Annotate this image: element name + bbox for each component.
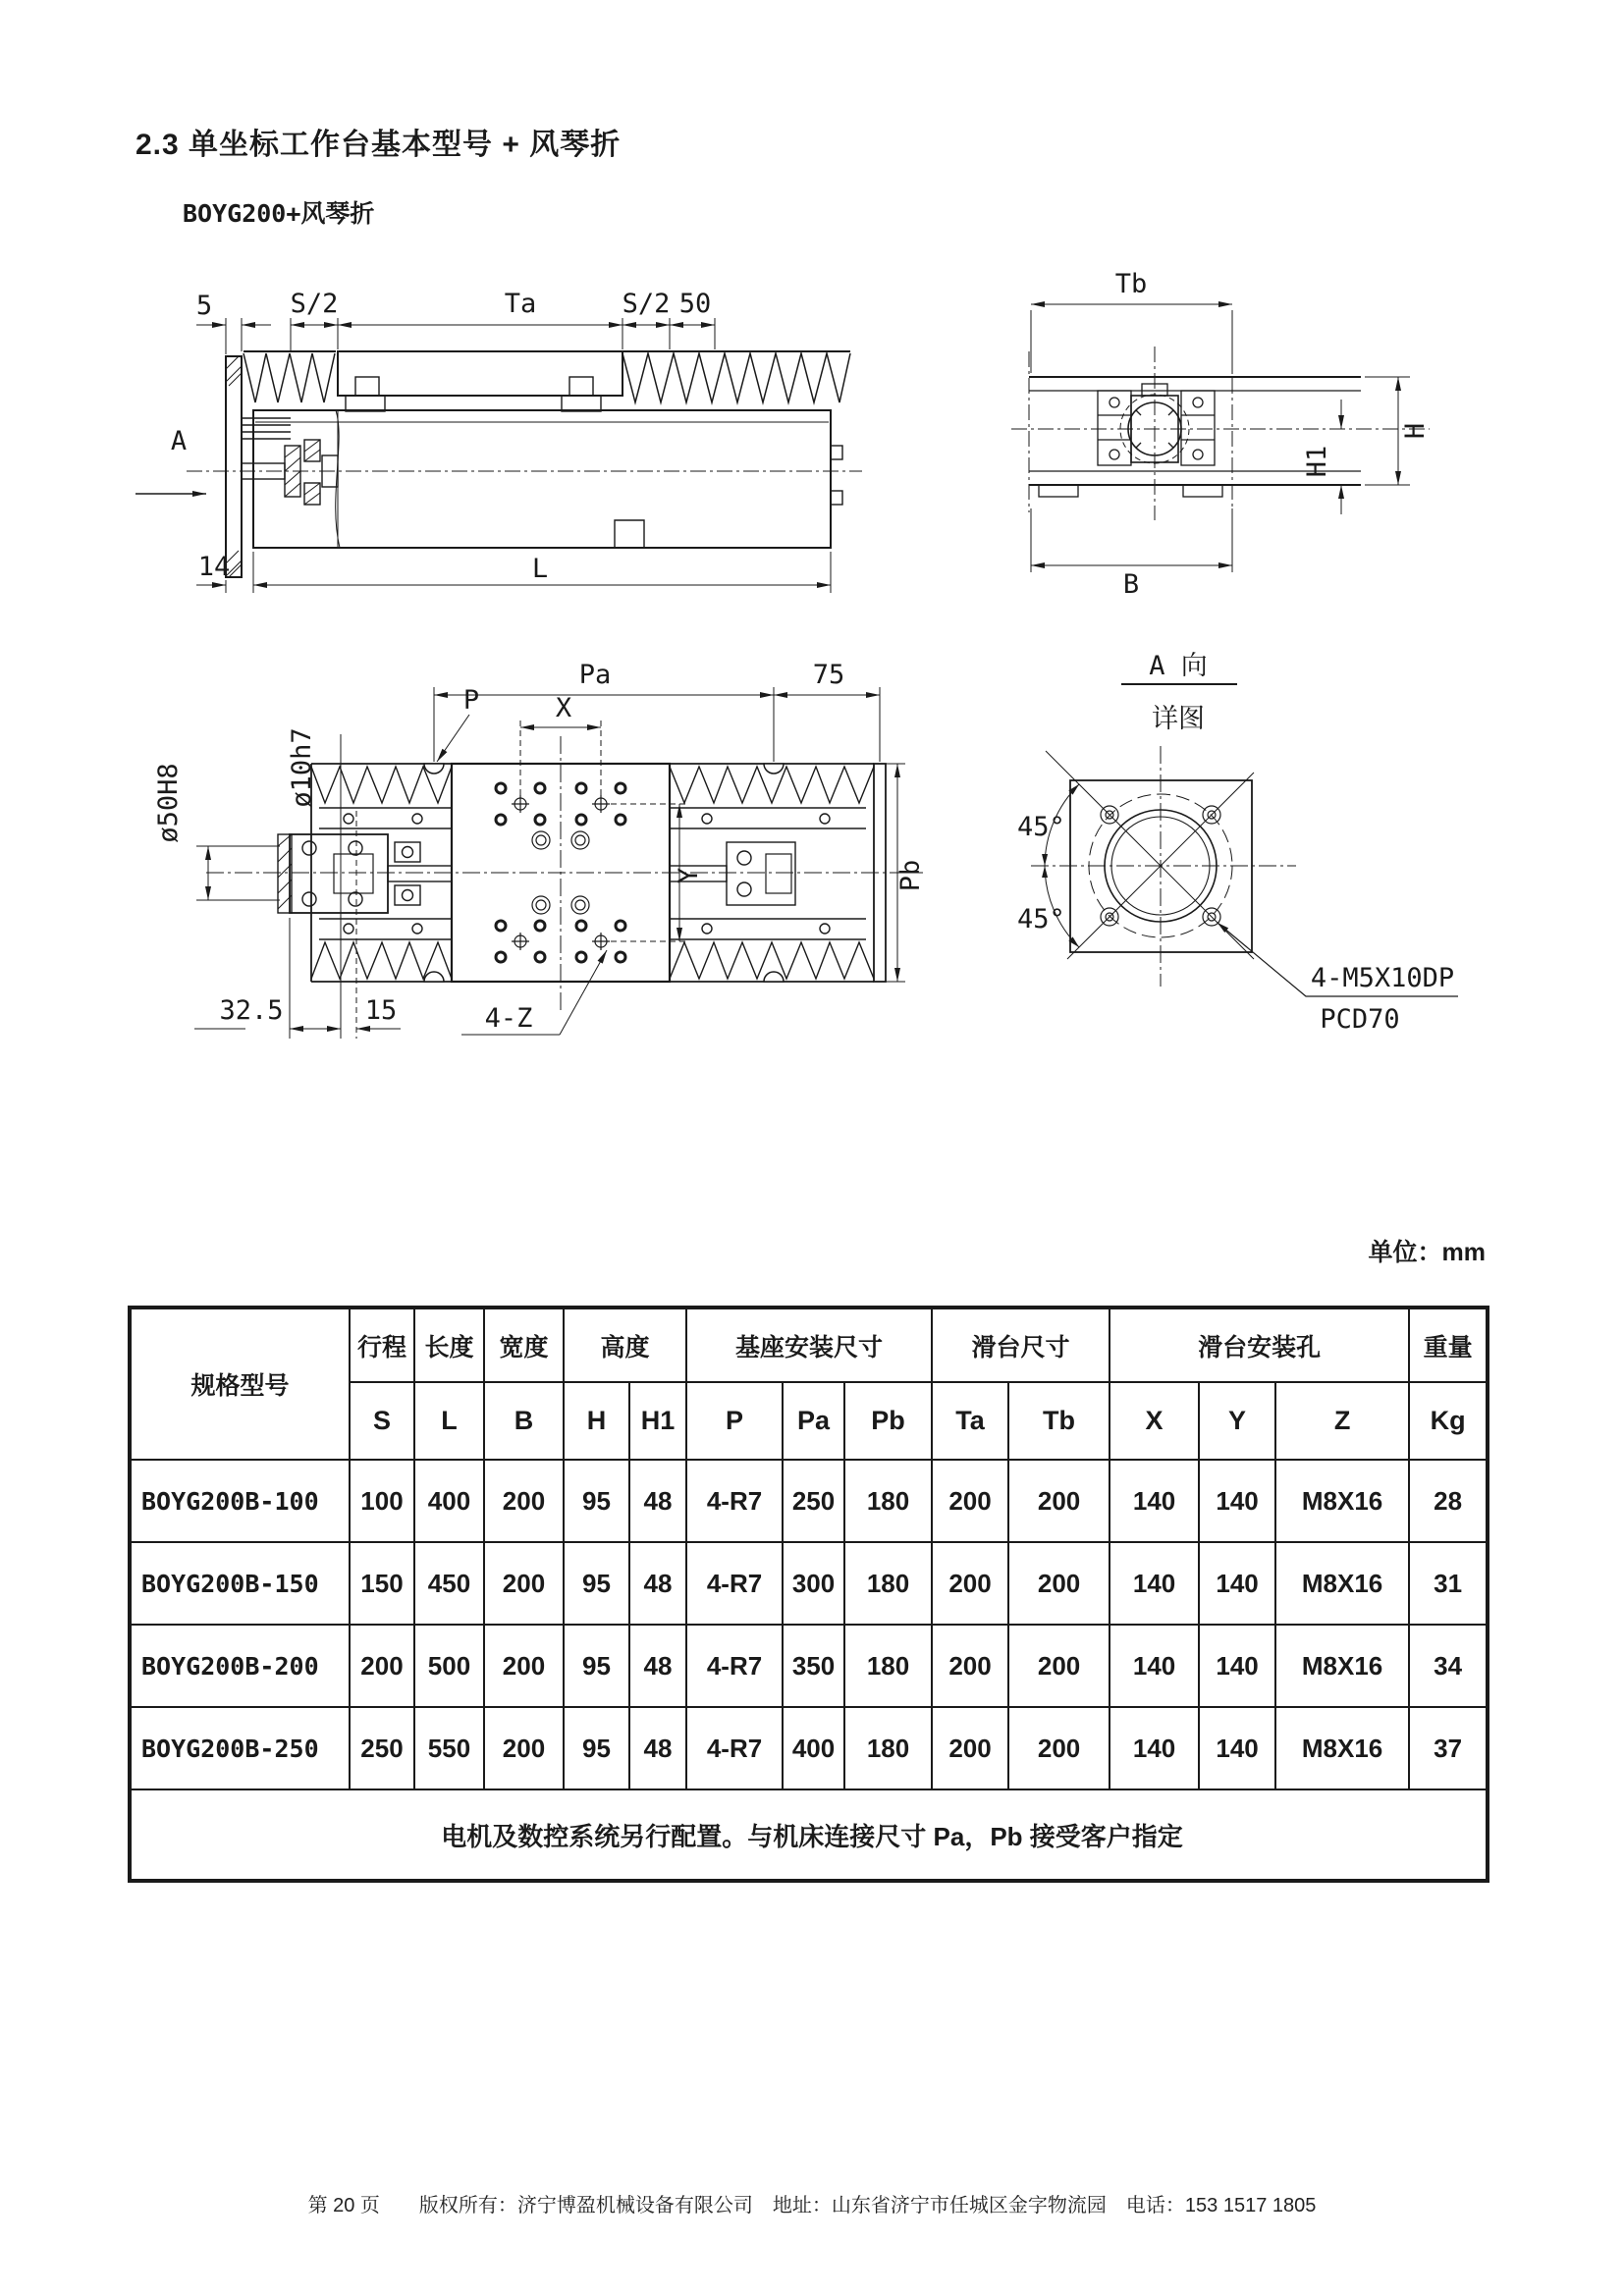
spec-table bbox=[128, 1306, 1489, 1883]
col-group-stroke: 行程 bbox=[350, 1308, 414, 1382]
dim-h1-label: H1 bbox=[1302, 445, 1332, 478]
col-group-weight: 重量 bbox=[1409, 1308, 1488, 1382]
table-note: 电机及数控系统另行配置。与机床连接尺寸 Pa，Pb 接受客户指定 bbox=[130, 1789, 1488, 1881]
col-header-s: S bbox=[350, 1382, 414, 1460]
dim-l-label: L bbox=[531, 554, 549, 584]
value-cell: 140 bbox=[1110, 1707, 1199, 1789]
page-title: 2.3 单坐标工作台基本型号 + 风琴折 bbox=[135, 129, 622, 161]
value-cell: 140 bbox=[1110, 1460, 1199, 1542]
col-header-h1: H1 bbox=[629, 1382, 686, 1460]
value-cell: 200 bbox=[932, 1460, 1008, 1542]
value-cell: 400 bbox=[783, 1707, 844, 1789]
value-cell: 180 bbox=[844, 1542, 932, 1625]
table-note-row bbox=[130, 1789, 1488, 1881]
value-cell: M8X16 bbox=[1275, 1707, 1409, 1789]
value-cell: 48 bbox=[629, 1460, 686, 1542]
value-cell: 450 bbox=[414, 1542, 484, 1625]
end-view-drawing bbox=[982, 253, 1453, 607]
dim-s2-right-label: S/2 bbox=[622, 289, 671, 319]
value-cell: 28 bbox=[1409, 1460, 1488, 1542]
callout-thread-label: 4-M5X10DP bbox=[1310, 963, 1455, 993]
value-cell: 200 bbox=[484, 1707, 564, 1789]
value-cell: 31 bbox=[1409, 1542, 1488, 1625]
value-cell: 200 bbox=[932, 1542, 1008, 1625]
dim-4z-label: 4-Z bbox=[484, 1003, 533, 1034]
top-view-drawing bbox=[137, 618, 972, 1070]
col-group-height: 高度 bbox=[564, 1308, 686, 1382]
value-cell: 200 bbox=[350, 1625, 414, 1707]
col-header-h: H bbox=[564, 1382, 629, 1460]
value-cell: M8X16 bbox=[1275, 1542, 1409, 1625]
col-group-slide-size: 滑台尺寸 bbox=[932, 1308, 1110, 1382]
value-cell: 180 bbox=[844, 1625, 932, 1707]
col-header-ta: Ta bbox=[932, 1382, 1008, 1460]
table-row bbox=[130, 1542, 1488, 1625]
value-cell: 180 bbox=[844, 1707, 932, 1789]
value-cell: 95 bbox=[564, 1460, 629, 1542]
value-cell: 300 bbox=[783, 1542, 844, 1625]
value-cell: 150 bbox=[350, 1542, 414, 1625]
col-header-tb: Tb bbox=[1008, 1382, 1110, 1460]
dim-325-label: 32.5 bbox=[219, 995, 284, 1026]
value-cell: 140 bbox=[1199, 1542, 1275, 1625]
value-cell: 95 bbox=[564, 1625, 629, 1707]
dim-p-label: P bbox=[462, 685, 480, 716]
value-cell: 4-R7 bbox=[686, 1460, 783, 1542]
value-cell: 140 bbox=[1110, 1625, 1199, 1707]
detail-title-line2: 详图 bbox=[1152, 704, 1205, 734]
value-cell: 140 bbox=[1199, 1460, 1275, 1542]
dim-ta-label: Ta bbox=[504, 289, 537, 319]
angle-45-bottom-label: 45° bbox=[1017, 904, 1065, 934]
value-cell: 350 bbox=[783, 1625, 844, 1707]
group-header-row bbox=[130, 1308, 1488, 1382]
value-cell: 550 bbox=[414, 1707, 484, 1789]
dim-pa-label: Pa bbox=[578, 660, 612, 690]
col-group-length: 长度 bbox=[414, 1308, 484, 1382]
col-header-kg: Kg bbox=[1409, 1382, 1488, 1460]
value-cell: 48 bbox=[629, 1625, 686, 1707]
model-cell: BOYG200B-250 bbox=[130, 1707, 350, 1789]
value-cell: 4-R7 bbox=[686, 1625, 783, 1707]
page-footer: 第 20 页 版权所有：济宁博盈机械设备有限公司 地址：山东省济宁市任城区金字物流园 电话：153 1517 1805 bbox=[307, 2195, 1317, 2216]
col-header-y: Y bbox=[1199, 1382, 1275, 1460]
view-a-arrow-label: A bbox=[170, 426, 188, 456]
col-header-p: P bbox=[686, 1382, 783, 1460]
value-cell: 180 bbox=[844, 1460, 932, 1542]
dim-pb-label: Pb bbox=[895, 859, 926, 892]
dim-b-label: B bbox=[1122, 569, 1140, 600]
unit-label: 单位：mm bbox=[1368, 1239, 1486, 1266]
side-view-drawing bbox=[128, 253, 913, 607]
value-cell: 200 bbox=[484, 1625, 564, 1707]
col-header-z: Z bbox=[1275, 1382, 1409, 1460]
value-cell: 200 bbox=[484, 1542, 564, 1625]
value-cell: 200 bbox=[1008, 1625, 1110, 1707]
col-header-pb: Pb bbox=[844, 1382, 932, 1460]
value-cell: 200 bbox=[1008, 1707, 1110, 1789]
table-row bbox=[130, 1460, 1488, 1542]
value-cell: 34 bbox=[1409, 1625, 1488, 1707]
value-cell: 500 bbox=[414, 1625, 484, 1707]
value-cell: 48 bbox=[629, 1542, 686, 1625]
value-cell: 100 bbox=[350, 1460, 414, 1542]
model-cell: BOYG200B-150 bbox=[130, 1542, 350, 1625]
value-cell: 37 bbox=[1409, 1707, 1488, 1789]
col-group-slide-holes: 滑台安装孔 bbox=[1110, 1308, 1409, 1382]
dim-y-label: Y bbox=[674, 867, 704, 884]
col-group-width: 宽度 bbox=[484, 1308, 564, 1382]
dim-d10-label: ø10h7 bbox=[287, 727, 317, 808]
value-cell: 250 bbox=[783, 1460, 844, 1542]
col-header-model: 规格型号 bbox=[130, 1308, 350, 1460]
value-cell: 250 bbox=[350, 1707, 414, 1789]
value-cell: 200 bbox=[932, 1625, 1008, 1707]
value-cell: 140 bbox=[1199, 1625, 1275, 1707]
table-row bbox=[130, 1625, 1488, 1707]
value-cell: 200 bbox=[932, 1707, 1008, 1789]
model-cell: BOYG200B-100 bbox=[130, 1460, 350, 1542]
value-cell: 200 bbox=[484, 1460, 564, 1542]
dim-5-label: 5 bbox=[195, 291, 213, 321]
value-cell: 48 bbox=[629, 1707, 686, 1789]
col-header-pa: Pa bbox=[783, 1382, 844, 1460]
col-header-b: B bbox=[484, 1382, 564, 1460]
value-cell: 200 bbox=[1008, 1542, 1110, 1625]
col-header-l: L bbox=[414, 1382, 484, 1460]
dim-14-label: 14 bbox=[197, 552, 231, 582]
callout-pcd-label: PCD70 bbox=[1320, 1004, 1400, 1035]
detail-title-line1: A 向 bbox=[1149, 651, 1208, 681]
dim-75-label: 75 bbox=[812, 660, 845, 690]
value-cell: M8X16 bbox=[1275, 1460, 1409, 1542]
model-cell: BOYG200B-200 bbox=[130, 1625, 350, 1707]
value-cell: 4-R7 bbox=[686, 1707, 783, 1789]
value-cell: 4-R7 bbox=[686, 1542, 783, 1625]
col-group-base-mount: 基座安装尺寸 bbox=[686, 1308, 932, 1382]
value-cell: 140 bbox=[1199, 1707, 1275, 1789]
value-cell: 95 bbox=[564, 1707, 629, 1789]
dim-15-label: 15 bbox=[364, 995, 398, 1026]
dim-x-label: X bbox=[555, 693, 572, 723]
table-row bbox=[130, 1707, 1488, 1789]
value-cell: 95 bbox=[564, 1542, 629, 1625]
dim-tb-label: Tb bbox=[1114, 269, 1148, 299]
dim-d50-label: ø50H8 bbox=[153, 763, 184, 843]
detail-view-drawing bbox=[1011, 633, 1473, 1055]
dim-50-label: 50 bbox=[678, 289, 712, 319]
model-subtitle: BOYG200+风琴折 bbox=[183, 199, 375, 228]
value-cell: 400 bbox=[414, 1460, 484, 1542]
col-header-x: X bbox=[1110, 1382, 1199, 1460]
value-cell: M8X16 bbox=[1275, 1625, 1409, 1707]
dim-s2-left-label: S/2 bbox=[290, 289, 339, 319]
value-cell: 140 bbox=[1110, 1542, 1199, 1625]
dim-h-label: H bbox=[1400, 422, 1431, 440]
value-cell: 200 bbox=[1008, 1460, 1110, 1542]
angle-45-top-label: 45° bbox=[1017, 812, 1065, 842]
